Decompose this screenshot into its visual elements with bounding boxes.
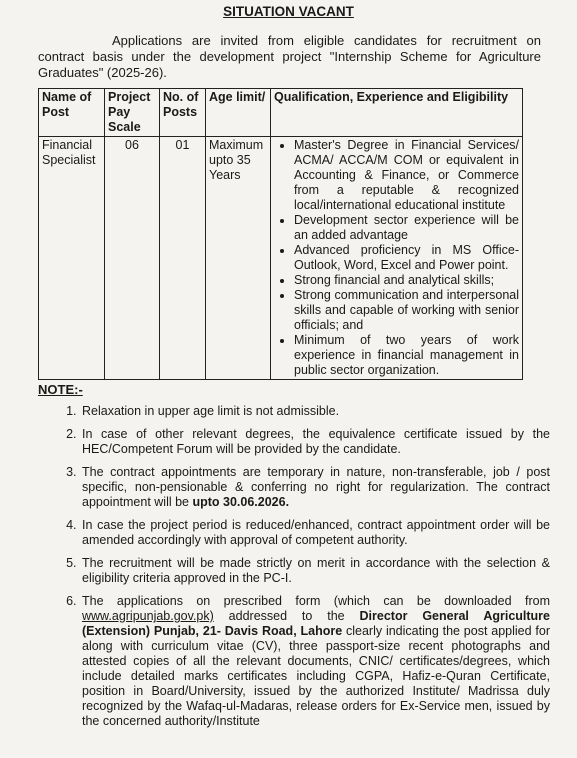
cell-pay-scale: 06	[105, 137, 160, 380]
note-item	[80, 556, 550, 586]
contract-end-date: upto 30.06.2026.	[192, 495, 290, 509]
qualification-list	[274, 138, 519, 378]
table-header-row	[39, 89, 523, 137]
address-text: Director General Agriculture (Extension) Punjab, 21- Davis Road, Lahore	[82, 609, 550, 638]
cell-no-of-posts: 01	[160, 137, 206, 380]
header-qualification: Qualification, Experience and Eligibility	[271, 89, 523, 137]
intro-paragraph	[38, 33, 541, 81]
note-text: clearly indicating the post applied for along with curriculum vitae (CV), three passport-size recent photographs and attested copies of all the relevant documents, CNIC/ certificates/degrees, which include detailed marks certificates including CGPA, Hafiz-e-Quran Certificate, position in Board/University, issued by the authorized Institute/ Madrissa duly recognized by the Wafaq-ul-Madaras, release orders for Ex-Service men, issued by the concerned authority/Institute	[82, 624, 550, 728]
page-title: SITUATION VACANT	[223, 4, 354, 19]
note-text: In case the project period is reduced/enhanced, contract appointment order will be amended accordingly with approval of competent authority.	[82, 518, 550, 547]
header-age-limit: Age limit/	[206, 89, 271, 137]
note-text: The recruitment will be made strictly on merit in accordance with the selection & eligibility criteria approved in the PC-I.	[82, 556, 550, 585]
note-text: addressed to the	[213, 609, 360, 623]
website-link[interactable]: www.agripunjab.gov.pk)	[82, 609, 214, 623]
note-item	[80, 404, 550, 419]
note-item	[80, 594, 550, 729]
qualification-item: • Development sector experience will be an added advantage	[294, 213, 519, 243]
table-row	[39, 137, 523, 380]
qualification-item: • Strong financial and analytical skills;	[294, 273, 519, 288]
note-text: The applications on prescribed form (which can be downloaded from	[82, 594, 550, 608]
cell-post-name: Financial Specialist	[39, 137, 105, 380]
cell-age-limit: Maximum upto 35 Years	[206, 137, 271, 380]
note-text: In case of other relevant degrees, the equivalence certificate issued by the HEC/Competent Forum will be provided by the candidate.	[82, 427, 550, 456]
note-item	[80, 427, 550, 457]
cell-qualifications	[271, 137, 523, 380]
header-post-name: Name of Post	[39, 89, 105, 137]
posts-table	[38, 88, 523, 380]
notes-list	[56, 396, 550, 729]
qualification-item: • Strong communication and interpersonal skills and capable of working with senior officials; and	[294, 288, 519, 333]
note-heading: NOTE:-	[38, 382, 83, 397]
header-pay-scale: Project Pay Scale	[105, 89, 160, 137]
qualification-item: • Advanced proficiency in MS Office- Outlook, Word, Excel and Power point.	[294, 243, 519, 273]
header-no-of-posts: No. of Posts	[160, 89, 206, 137]
note-item	[80, 465, 550, 510]
note-text: Relaxation in upper age limit is not admissible.	[82, 404, 340, 418]
intro-text: Applications are invited from eligible candidates for recruitment on contract basis under the development project "Internship Scheme for Agriculture Graduates" (2025-26).	[38, 33, 541, 80]
qualification-item: • Minimum of two years of work experience in financial management in public sector organization.	[294, 333, 519, 378]
note-item	[80, 518, 550, 548]
note-text: The contract appointments are temporary in nature, non-transferable, job / post specific, non-pensionable & conferring no right for regularization. The contract appointment will be	[82, 465, 550, 509]
qualification-item: • Master's Degree in Financial Services/ ACMA/ ACCA/M COM or equivalent in Accounting & Finance, or Commerce from a reputable & recognized local/international educational institute	[294, 138, 519, 213]
